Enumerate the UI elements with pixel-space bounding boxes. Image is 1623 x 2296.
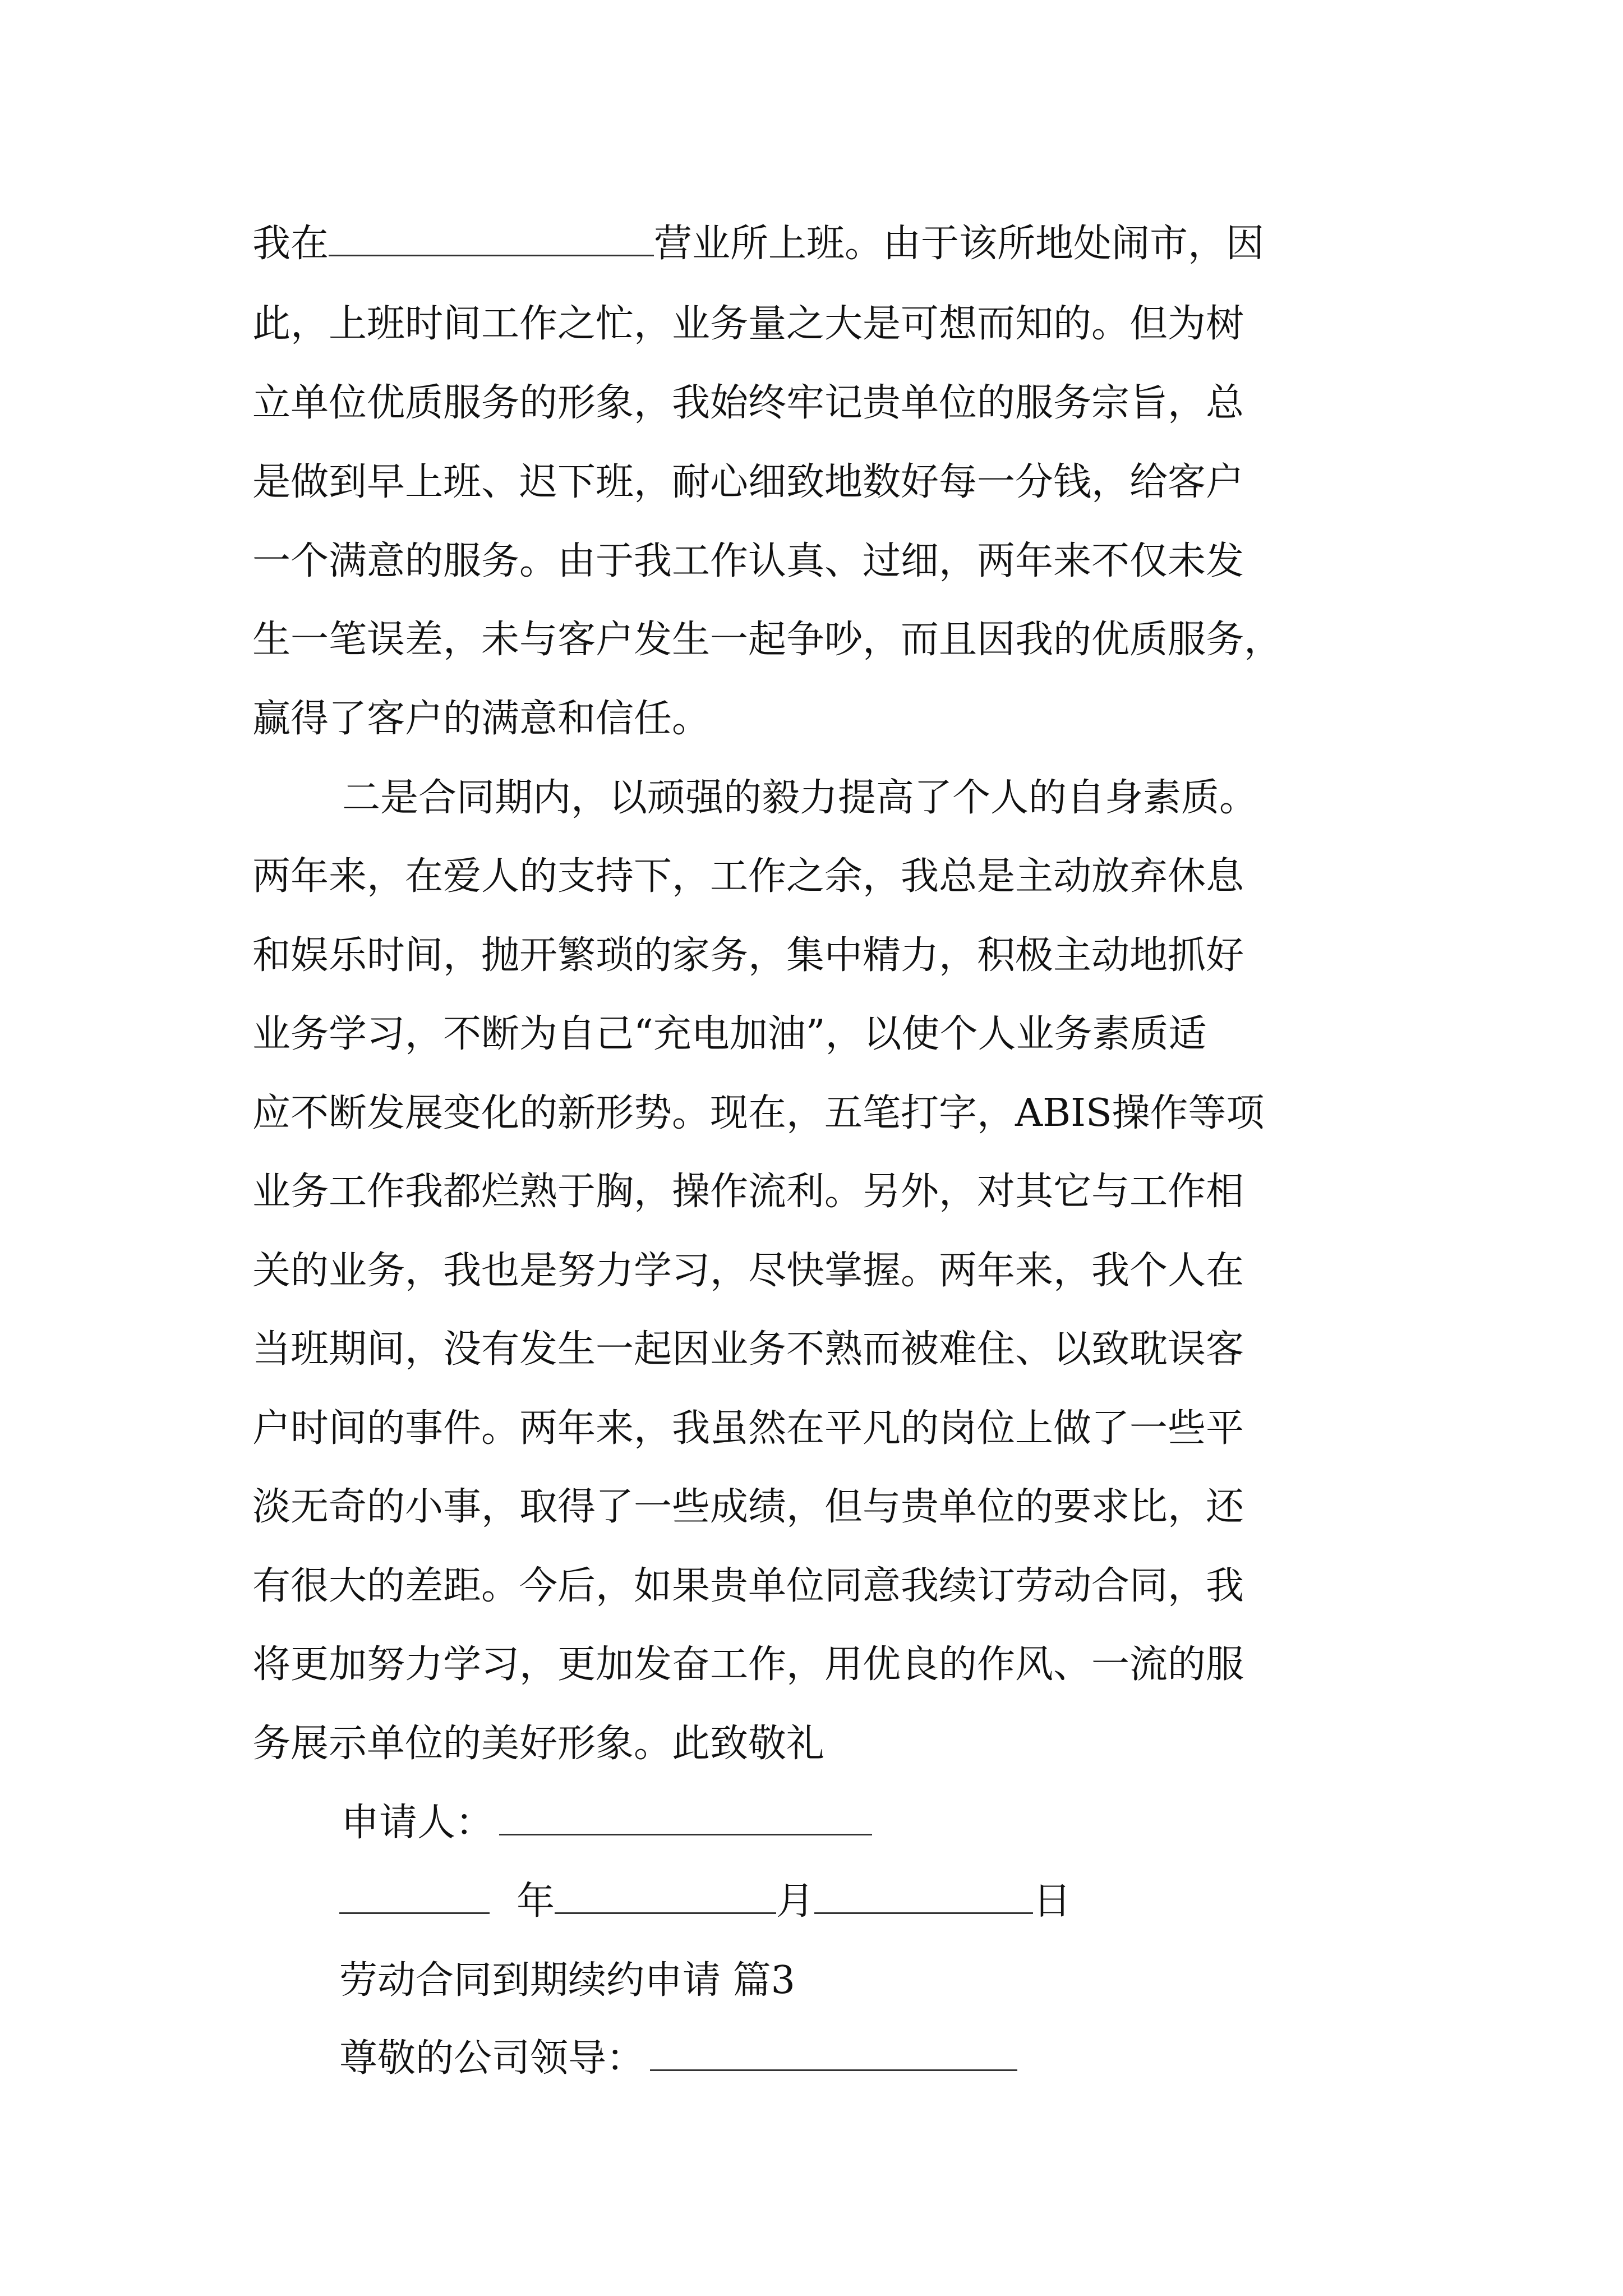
- para2-line: 务展示单位的美好形象。此致敬礼: [252, 1722, 825, 1766]
- para2-line: 二是合同期内，以顽强的毅力提高了个人的自身素质。: [342, 776, 1258, 820]
- section-title: 劳动合同到期续约申请 篇3: [339, 1958, 795, 2003]
- para1-line: 此，上班时间工作之忙，业务量之大是可想而知的。但为树: [252, 302, 1244, 346]
- para1-prefix: 我在: [252, 222, 329, 266]
- day-label: 日: [1033, 1879, 1072, 1924]
- applicant-label: 申请人：: [341, 1801, 494, 1845]
- para1-line: 立单位优质服务的形象，我始终牢记贵单位的服务宗旨，总: [252, 381, 1244, 425]
- para2-line: 应不断发展变化的新形势。现在，五笔打字，ABIS操作等项: [252, 1091, 1265, 1135]
- para2-line: 和娱乐时间，抛开繁琐的家务，集中精力，积极主动地抓好: [252, 933, 1244, 978]
- applicant-line: [341, 1795, 872, 1851]
- applicant-blank: [499, 1798, 872, 1835]
- para2-line: 将更加努力学习，更加发奋工作，用优良的作风、一流的服: [252, 1642, 1244, 1687]
- para1-suffix: 营业所上班。由于该所地处闹市，因: [654, 222, 1265, 266]
- para1-line: 生一笔误差，未与客户发生一起争吵，而且因我的优质服务，: [252, 618, 1283, 662]
- para1-line: 赢得了客户的满意和信任。: [252, 697, 711, 741]
- year-label: 年: [517, 1879, 555, 1924]
- para2-line: 业务学习，不断为自己“充电加油”，以使个人业务素质适: [252, 1012, 1207, 1056]
- para2-line: 两年来，在爱人的支持下，工作之余，我总是主动放弃休息: [252, 854, 1244, 899]
- para1-line-1: [252, 216, 1264, 272]
- month-label: 月: [776, 1879, 815, 1924]
- para2-line: 当班期间，没有发生一起因业务不熟而被难住、以致耽误客: [252, 1327, 1244, 1372]
- para2-line: 淡无奇的小事，取得了一些成绩，但与贵单位的要求比，还: [252, 1485, 1244, 1529]
- para1-line: 一个满意的服务。由于我工作认真、过细，两年来不仅未发: [252, 539, 1244, 583]
- para2-line: 有很大的差距。今后，如果贵单位同意我续订劳动合同，我: [252, 1564, 1244, 1608]
- para1-line: 是做到早上班、迟下班，耐心细致地数好每一分钱，给客户: [252, 460, 1244, 504]
- salutation-line: [339, 2031, 1017, 2087]
- month-blank: [555, 1876, 776, 1914]
- office-name-blank: [329, 219, 654, 256]
- year-blank: [339, 1876, 490, 1914]
- day-blank: [814, 1876, 1033, 1914]
- leader-name-blank: [650, 2033, 1017, 2071]
- salutation-label: 尊敬的公司领导：: [339, 2036, 645, 2081]
- para2-line: 户时间的事件。两年来，我虽然在平凡的岗位上做了一些平: [252, 1406, 1244, 1451]
- para2-line: 关的业务，我也是努力学习，尽快掌握。两年来，我个人在: [252, 1249, 1244, 1293]
- date-line: [339, 1874, 1071, 1930]
- para2-line: 业务工作我都烂熟于胸，操作流利。另外，对其它与工作相: [252, 1170, 1244, 1214]
